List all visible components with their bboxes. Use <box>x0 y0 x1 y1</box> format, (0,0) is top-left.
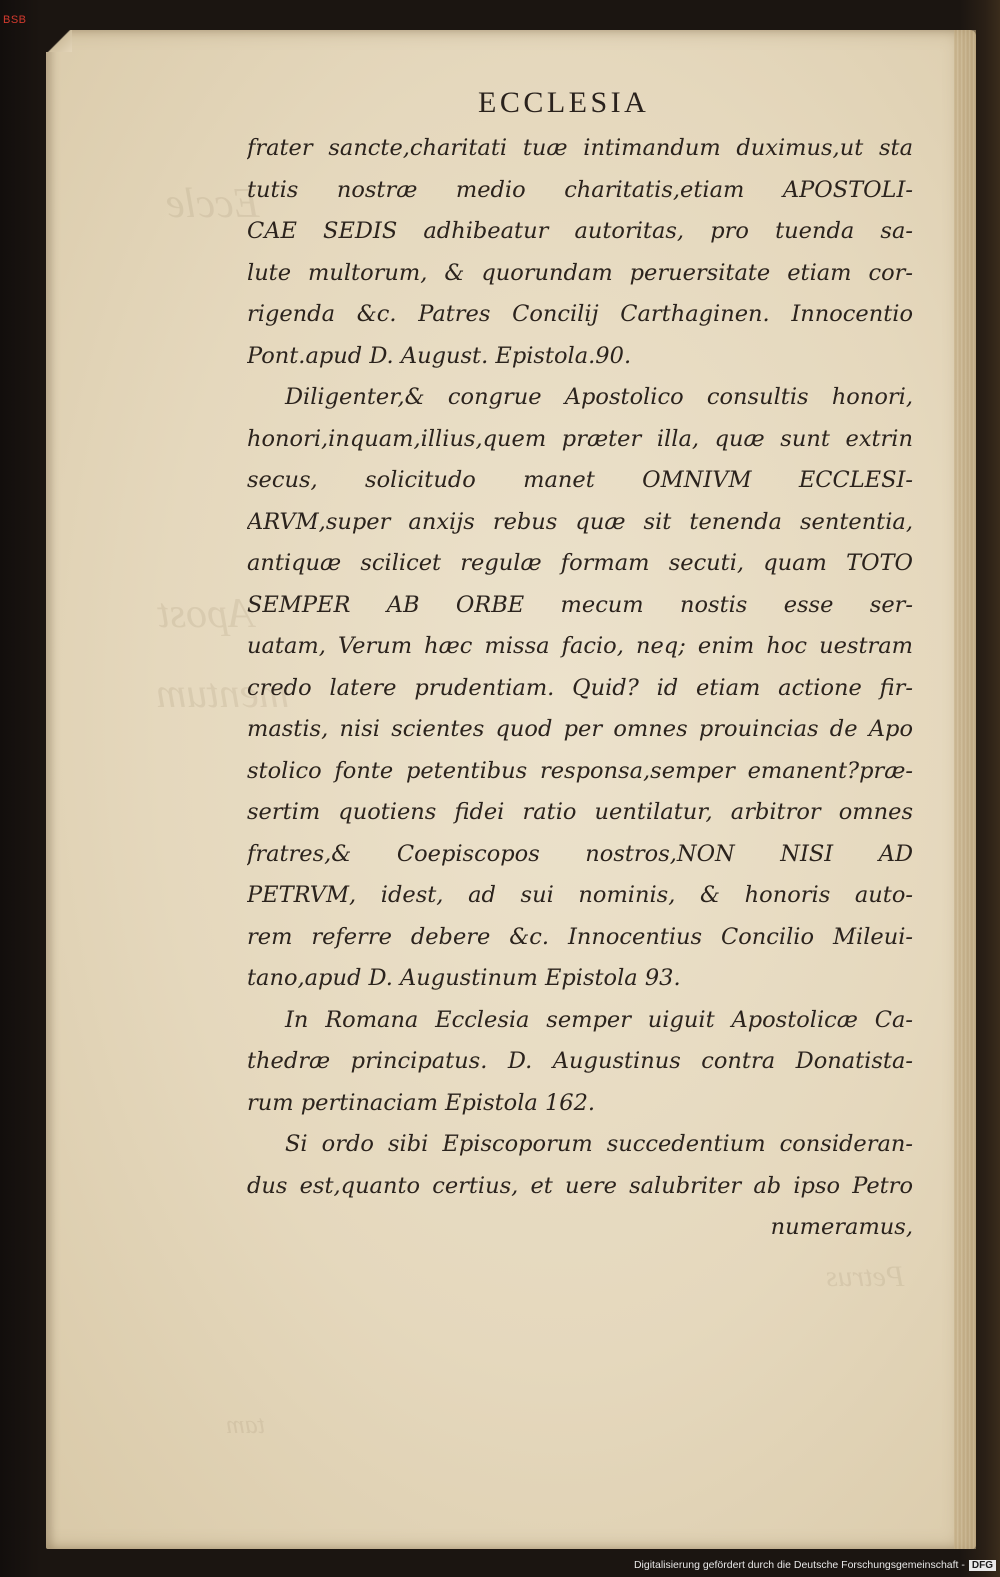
text-line: secus, solicitudo manet OMNIVM ECCLESI- <box>247 467 913 493</box>
text-line: credo latere prudentiam. Quid? id etiam actione fir- <box>247 674 913 701</box>
text-line: fratres,& Coepiscopos nostros,NON NISI AD <box>247 840 913 867</box>
funding-footer <box>634 1559 996 1571</box>
bleed-through-mark: Petrus <box>826 1260 905 1293</box>
bleed-through-mark: mentum <box>156 671 289 717</box>
folded-corner <box>46 30 72 52</box>
text-line: mastis, nisi scientes quod per omnes prouincias de Apo <box>247 716 913 742</box>
text-line: Diligenter,& congrue Apostolico consultis honori, <box>285 384 913 410</box>
bleed-through-mark: Eccle <box>166 181 260 227</box>
text-line: ARVM,super anxijs rebus quæ sit tenenda sententia, <box>247 508 913 535</box>
bsb-watermark: BSB <box>3 14 27 26</box>
text-line: rum pertinaciam Epistola 162. <box>247 1089 596 1116</box>
text-line: Pont.apud D. August. Epistola.90. <box>247 342 632 369</box>
text-line: lute multorum, & quorundam peruersitate etiam cor- <box>247 259 913 286</box>
text-line: honori,inquam,illius,quem præter illa, quæ sunt extrin <box>247 425 913 452</box>
text-line: CAE SEDIS adhibeatur autoritas, pro tuenda sa- <box>247 218 913 244</box>
text-line: thedræ principatus. D. Augustinus contra Donatista- <box>247 1048 913 1074</box>
running-head: ECCLESIA <box>478 86 650 119</box>
text-line: In Romana Ecclesia semper uiguit Apostolicæ Ca- <box>285 1006 913 1033</box>
text-line: stolico fonte petentibus responsa,semper emanent?præ- <box>247 757 913 784</box>
text-line: uatam, Verum hæc missa facio, neq; enim hoc uestram <box>247 633 913 659</box>
text-line: dus est,quanto certius, et uere salubriter ab ipso Petro <box>247 1172 913 1199</box>
text-line: tutis nostræ medio charitatis,etiam APOSTOLI- <box>247 176 913 203</box>
text-line: tano,apud D. Augustinum Epistola 93. <box>247 965 681 991</box>
text-line: antiquæ scilicet regulæ formam secuti, quam TOTO <box>247 550 913 576</box>
catchword: numeramus, <box>770 1214 913 1240</box>
text-line: sertim quotiens fidei ratio uentilatur, arbitror omnes <box>247 799 913 825</box>
text-line: Si ordo sibi Episcoporum succedentium consideran- <box>285 1131 913 1157</box>
page-body-text <box>247 128 913 1249</box>
text-line: PETRVM, idest, ad sui nominis, & honoris auto- <box>247 882 913 908</box>
dfg-logo: DFG <box>969 1560 996 1571</box>
page-edge <box>954 30 976 1549</box>
text-line: frater sancte,charitati tuæ intimandum duximus,ut sta <box>247 135 913 161</box>
bleed-through-mark: Apost <box>158 591 254 637</box>
bleed-through-mark: tam <box>226 1410 265 1439</box>
text-line: rem referre debere &c. Innocentius Concilio Mileui- <box>247 923 913 950</box>
funding-note: Digitalisierung gefördert durch die Deutsche Forschungsgemeinschaft - <box>633 1559 965 1571</box>
text-line: SEMPER AB ORBE mecum nostis esse ser- <box>247 591 913 618</box>
text-line: rigenda &c. Patres Concilij Carthaginen. Innocentio <box>247 301 913 327</box>
